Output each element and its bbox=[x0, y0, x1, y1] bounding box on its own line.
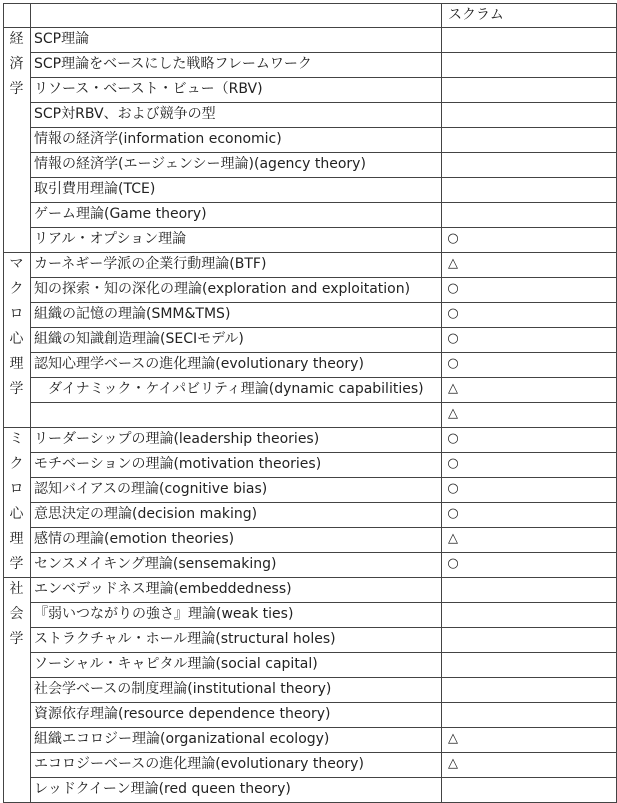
category-label-char: 理 bbox=[9, 531, 24, 547]
circle-mark-icon: ○ bbox=[447, 231, 459, 246]
category-label-char: ク bbox=[9, 456, 24, 472]
theory-name-cell: 資源依存理論(resource dependence theory) bbox=[34, 706, 331, 722]
theory-name-cell: SCP対RBV、および競争の型 bbox=[34, 106, 216, 122]
triangle-mark-icon: △ bbox=[448, 256, 458, 271]
theory-name-cell: 意思決定の理論(decision making) bbox=[34, 506, 258, 522]
theory-name-cell: カーネギー学派の企業行動理論(BTF) bbox=[34, 256, 267, 272]
theory-name-cell: モチベーションの理論(motivation theories) bbox=[34, 456, 322, 472]
triangle-mark-icon: △ bbox=[448, 381, 458, 396]
circle-mark-icon: ○ bbox=[447, 456, 459, 471]
category-label-char: 理 bbox=[9, 356, 24, 372]
theory-name-cell: エコロジーベースの進化理論(evolutionary theory) bbox=[34, 756, 364, 772]
triangle-mark-icon: △ bbox=[448, 756, 458, 771]
theory-name-cell: 感情の理論(emotion theories) bbox=[34, 531, 235, 547]
category-label-char: ミ bbox=[9, 431, 24, 447]
circle-mark-icon: ○ bbox=[447, 331, 459, 346]
theory-name-cell: 情報の経済学(エージェンシー理論)(agency theory) bbox=[34, 156, 366, 172]
category-label-char: 済 bbox=[9, 56, 24, 72]
theory-name-cell: ダイナミック・ケイパビリティ理論(dynamic capabilities) bbox=[34, 381, 424, 397]
theory-name-cell: レッドクイーン理論(red queen theory) bbox=[34, 781, 291, 797]
circle-mark-icon: ○ bbox=[447, 356, 459, 371]
theory-name-cell: リアル・オプション理論 bbox=[34, 231, 187, 247]
circle-mark-icon: ○ bbox=[447, 306, 459, 321]
theory-name-cell: 取引費用理論(TCE) bbox=[34, 181, 156, 197]
theory-name-cell: ゲーム理論(Game theory) bbox=[34, 206, 207, 222]
category-label-char: マ bbox=[9, 256, 24, 272]
triangle-mark-icon: △ bbox=[448, 731, 458, 746]
category-label-char: 学 bbox=[9, 556, 24, 572]
category-label-char: ロ bbox=[9, 481, 24, 497]
category-label-char: 学 bbox=[9, 631, 24, 647]
triangle-mark-icon: △ bbox=[448, 406, 458, 421]
theory-name-cell: SCP理論をベースにした戦略フレームワーク bbox=[34, 56, 312, 72]
circle-mark-icon: ○ bbox=[447, 556, 459, 571]
theory-name-cell: 知の探索・知の深化の理論(exploration and exploitation) bbox=[34, 281, 411, 297]
theory-name-cell: エンベデッドネス理論(embeddedness) bbox=[34, 581, 292, 597]
circle-mark-icon: ○ bbox=[447, 281, 459, 296]
theory-name-cell: 『弱いつながりの強さ』理論(weak ties) bbox=[34, 606, 294, 622]
category-label-char: 心 bbox=[9, 506, 24, 522]
column-border bbox=[3, 3, 4, 802]
row-border bbox=[3, 27, 617, 28]
theory-name-cell: 社会学ベースの制度理論(institutional theory) bbox=[34, 681, 332, 697]
category-label-char: 心 bbox=[9, 331, 24, 347]
category-label-char: 学 bbox=[9, 81, 24, 97]
column-header-scrum: スクラム bbox=[448, 7, 504, 23]
category-label-char: 学 bbox=[9, 381, 24, 397]
theory-name-cell: リーダーシップの理論(leadership theories) bbox=[34, 431, 320, 447]
theory-name-cell: ストラクチャル・ホール理論(structural holes) bbox=[34, 631, 336, 647]
theory-name-cell: 情報の経済学(information economic) bbox=[34, 131, 282, 147]
triangle-mark-icon: △ bbox=[448, 531, 458, 546]
theory-name-cell: 組織エコロジー理論(organizational ecology) bbox=[34, 731, 330, 747]
theory-name-cell: 認知バイアスの理論(cognitive bias) bbox=[34, 481, 268, 497]
theory-name-cell: ソーシャル・キャピタル理論(social capital) bbox=[34, 656, 318, 672]
circle-mark-icon: ○ bbox=[447, 431, 459, 446]
theory-name-cell: リソース・ベースト・ビュー（RBV) bbox=[34, 81, 263, 97]
circle-mark-icon: ○ bbox=[447, 481, 459, 496]
theory-name-cell: SCP理論 bbox=[34, 31, 90, 47]
theory-name-cell: 組織の知識創造理論(SECIモデル) bbox=[34, 331, 244, 347]
row-border bbox=[3, 3, 617, 4]
category-label-char: ロ bbox=[9, 306, 24, 322]
theory-name-cell: 認知心理学ベースの進化理論(evolutionary theory) bbox=[34, 356, 364, 372]
category-label-char: ク bbox=[9, 281, 24, 297]
theory-table bbox=[3, 3, 616, 802]
category-label-char: 経 bbox=[9, 31, 24, 47]
theory-name-cell: 組織の記憶の理論(SMM&TMS) bbox=[34, 306, 231, 322]
theory-name-cell: センスメイキング理論(sensemaking) bbox=[34, 556, 277, 572]
category-label-char: 社 bbox=[9, 581, 24, 597]
circle-mark-icon: ○ bbox=[447, 506, 459, 521]
row-border bbox=[30, 402, 617, 403]
category-label-char: 会 bbox=[9, 606, 24, 622]
